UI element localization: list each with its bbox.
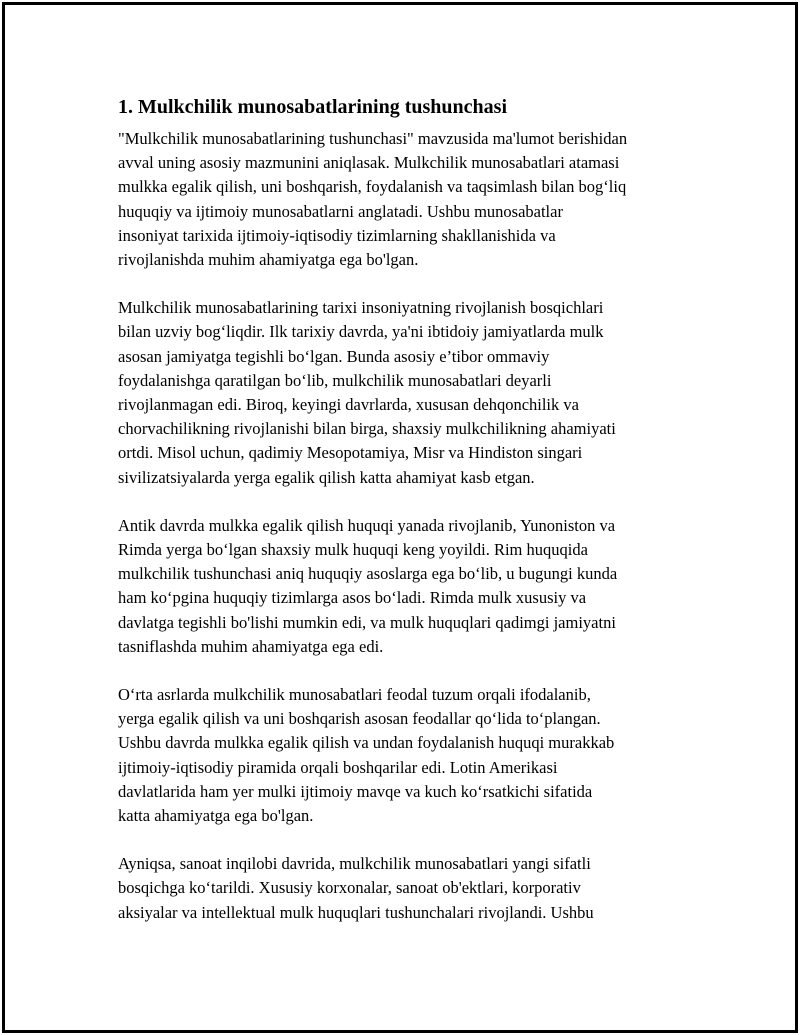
text-line: tasniflashda muhim ahamiyatga ega edi. [118, 636, 384, 656]
text-line: rivojlanishda muhim ahamiyatga ega bo'lgan. [118, 250, 419, 270]
text-line: "Mulkchilik munosabatlarining tushunchasi" mavzusida ma'lumot berishidan [118, 129, 628, 148]
text-line: foydalanishga qaratilgan bo‘lib, mulkchilik munosabatlari deyarli [118, 370, 552, 390]
paragraph-3 [118, 514, 688, 659]
text-line: davlatlarida ham yer mulki ijtimoiy mavqe va kuch ko‘rsatkichi sifatida [118, 781, 593, 801]
text-line: ham ko‘pgina huquqiy tizimlarga asos bo‘ladi. Rimda mulk xususiy va [118, 588, 587, 608]
text-line: bosqichga ko‘tarildi. Xususiy korxonalar, sanoat ob'ektlari, korporativ [118, 878, 581, 898]
text-line: mulkka egalik qilish, uni boshqarish, foydalanish va taqsimlash bilan bog‘liq [118, 177, 627, 197]
text-line: Antik davrda mulkka egalik qilish huquqi yanada rivojlanib, Yunoniston va [118, 515, 616, 535]
text-line: Ayniqsa, sanoat inqilobi davrida, mulkchilik munosabatlari yangi sifatli [118, 854, 591, 874]
text-line: Ushbu davrda mulkka egalik qilish va undan foydalanish huquqi murakkab [118, 733, 615, 753]
text-line: mulkchilik tushunchasi aniq huquqiy asoslarga ega bo‘lib, u bugungi kunda [118, 564, 618, 584]
text-line: aksiyalar va intellektual mulk huquqlari tushunchalari rivojlandi. Ushbu [118, 902, 594, 922]
paragraph-2 [118, 296, 688, 490]
text-line: sivilizatsiyalarda yerga egalik qilish katta ahamiyat kasb etgan. [118, 467, 535, 487]
section-heading: 1. Mulkchilik munosabatlarining tushunchasi [118, 96, 508, 118]
text-line: rivojlanmagan edi. Biroq, keyingi davrlarda, xususan dehqonchilik va [118, 395, 579, 415]
text-line: Mulkchilik munosabatlarining tarixi insoniyatning rivojlanish bosqichlari [118, 298, 604, 318]
text-line: davlatga tegishli bo'lishi mumkin edi, va mulk huquqlari qadimgi jamiyatni [118, 612, 616, 632]
text-line: Rimda yerga bo‘lgan shaxsiy mulk huquqi keng yoyildi. Rim huquqida [118, 540, 588, 560]
text-line: asosan jamiyatga tegishli bo‘lgan. Bunda asosiy e’tibor ommaviy [118, 346, 550, 366]
paragraph-1 [118, 127, 688, 272]
text-line: chorvachilikning rivojlanishi bilan birga, shaxsiy mulkchilikning ahamiyati [118, 419, 616, 439]
text-line: ijtimoiy-iqtisodiy piramida orqali boshqarilar edi. Lotin Amerikasi [118, 757, 558, 777]
text-line: O‘rta asrlarda mulkchilik munosabatlari feodal tuzum orqali ifodalanib, [118, 685, 591, 705]
text-line: bilan uzviy bog‘liqdir. Ilk tarixiy davrda, ya'ni ibtidoiy jamiyatlarda mulk [118, 322, 604, 342]
text-line: ortdi. Misol uchun, qadimiy Mesopotamiya, Misr va Hindiston singari [118, 443, 583, 463]
paragraph-4 [118, 683, 688, 828]
document-body [118, 94, 688, 949]
paragraph-5 [118, 852, 688, 925]
text-line: yerga egalik qilish va uni boshqarish asosan feodallar qo‘lida to‘plangan. [118, 709, 601, 729]
text-line: huquqiy va ijtimoiy munosabatlarni anglatadi. Ushbu munosabatlar [118, 201, 563, 221]
text-line: katta ahamiyatga ega bo'lgan. [118, 806, 314, 826]
text-line: insoniyat tarixida ijtimoiy-iqtisodiy tizimlarning shakllanishida va [118, 225, 556, 245]
text-line: avval uning asosiy mazmunini aniqlasak. Mulkchilik munosabatlari atamasi [118, 153, 620, 173]
